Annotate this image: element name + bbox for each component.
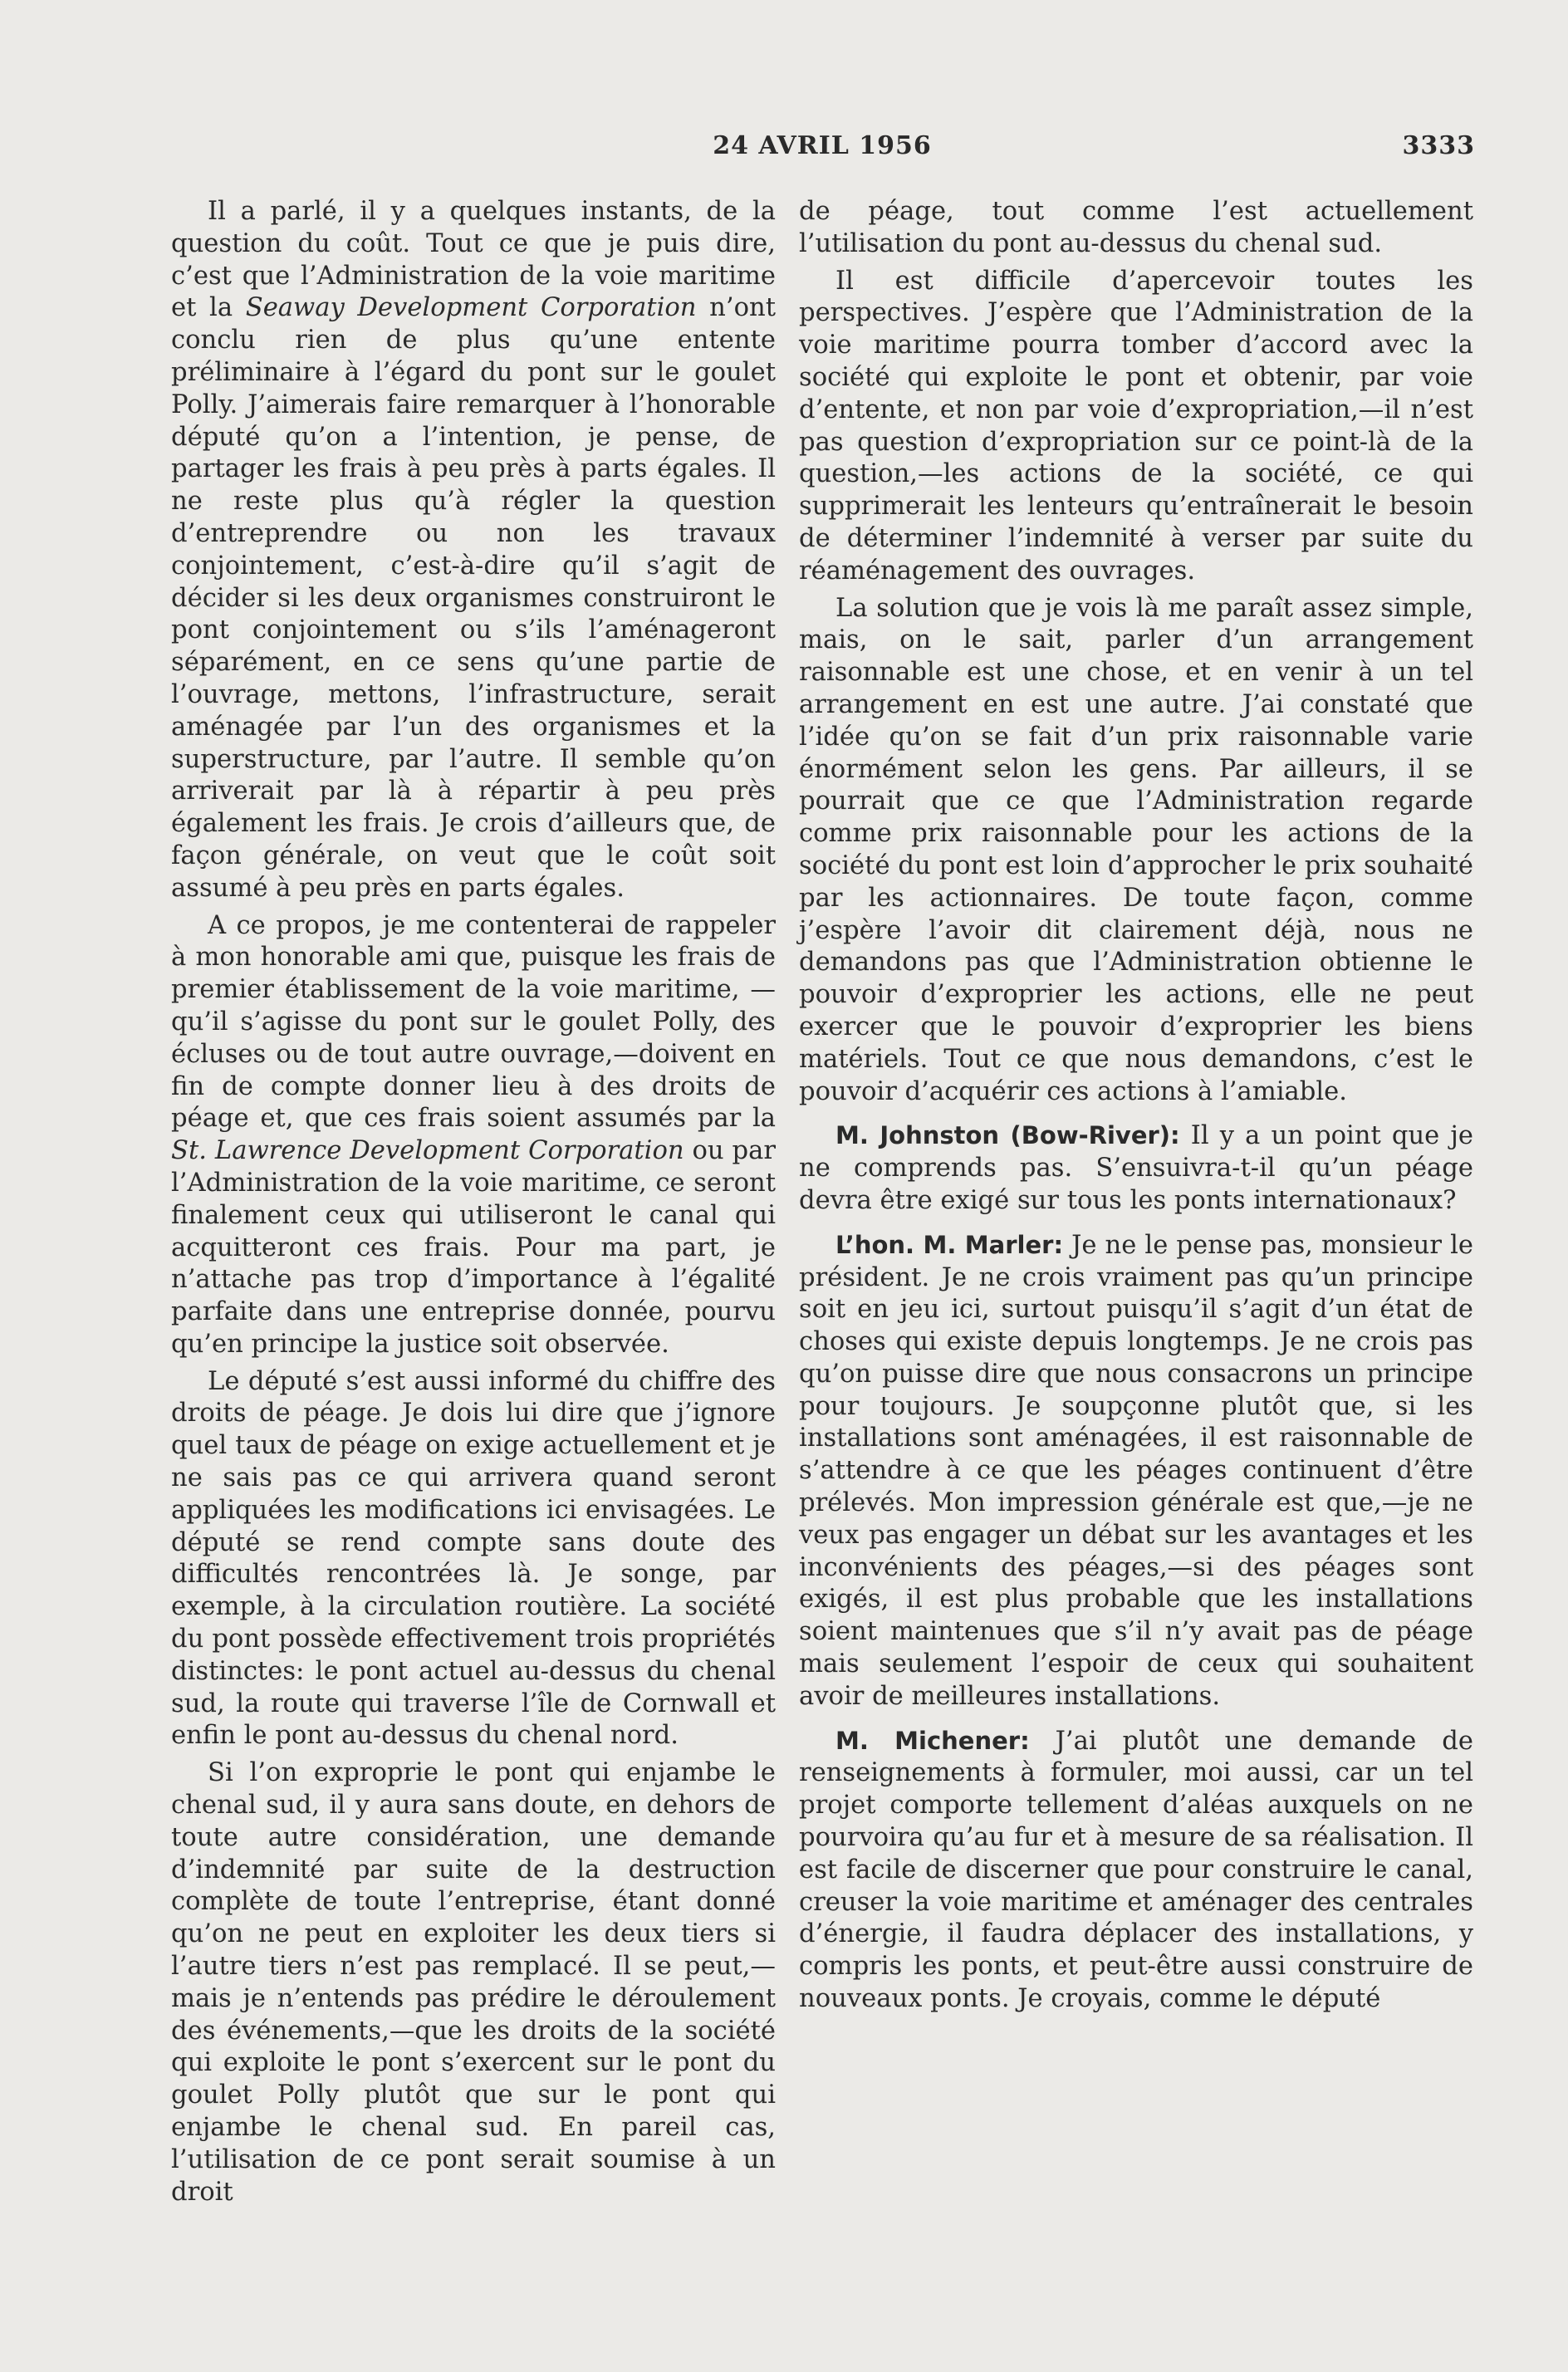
page-number: 3333: [1402, 131, 1475, 160]
italic-org-name: St. Lawrence Development Corporation: [171, 1136, 684, 1166]
paragraph-text: n’ont conclu rien de plus qu’une entente préliminaire à l’égard du pont sur le goulet Polly. J’aimerais faire remarquer à l’honorable député qu’on a l’intention, je pense, de partager les frais à peu près à parts égales. Il ne reste plus qu’à régler la question d’entreprendre ou non les travaux conjointement, c’est-à-dire qu’il s’agit de décider si les deux organismes construiront le pont conjointement ou s’ils l’aménageront séparément, en ce sens qu’une partie de l’ouvrage, mettons, l’infrastructure, serait aménagée par l’un des organismes et la superstructure, par l’autre. Il semble qu’on arriverait par là à répartir à peu près également les frais. Je crois d’ailleurs que, de façon générale, on veut que le coût soit assumé à peu près en parts égales.: [171, 293, 776, 903]
paragraph: [171, 196, 776, 905]
speech-paragraph: [799, 1120, 1473, 1217]
speech-text: J’ai plutôt une demande de renseignements à formuler, moi aussi, car un tel projet comporte tellement d’aléas auxquels on ne pourvoira qu’au fur et à mesure de sa réalisation. Il est facile de discerner que pour construire le canal, creuser la voie maritime et aménager des centrales d’énergie, il faudra déplacer des installations, y compris les ponts, et peut-être aussi construire de nouveaux ponts. Je croyais, comme le député: [799, 1726, 1473, 2014]
paragraph: [171, 910, 776, 1361]
paragraph: Il est difficile d’apercevoir toutes les perspectives. J’espère que l’Administration de la voie maritime pourra tomber d’accord avec la société qui exploite le pont et obtenir, par voie d’entente, et non par voie d’expropriation,—il n’est pas question d’expropriation sur ce point-là de la question,—les actions de la société, ce qui supprimerait les lenteurs qu’entraînerait le besoin de déterminer l’indemnité à verser par suite du réaménagement des ouvrages.: [799, 266, 1473, 586]
paragraph-text: A ce propos, je me contenterai de rappeler à mon honorable ami que, puisque les frais de premier établissement de la voie maritime, —qu’il s’agisse du pont sur le goulet Polly, des écluses ou de tout autre ouvrage,—doivent en fin de compte donner lieu à des droits de péage et, que ces frais soient assumés par la: [171, 910, 776, 1134]
paragraph-text: Il a parlé, il y a quelques instants, de la question du coût. Tout ce que je puis dire, c’est que l’Administration de la voie maritime et la: [171, 197, 776, 323]
speaker-name: L’hon. M. Marler:: [835, 1230, 1064, 1259]
speaker-name: M. Michener:: [835, 1726, 1030, 1755]
paragraph: Si l’on exproprie le pont qui enjambe le chenal sud, il y aura sans doute, en dehors de toute autre considération, une demande d’indemnité par suite de la destruction complète de toute l’entreprise, étant donné qu’on ne peut en exploiter les deux tiers si l’autre tiers n’est pas remplacé. Il se peut,—mais je n’entends pas prédire le déroulement des événements,—que les droits de la société qui exploite le pont s’exercent sur le pont du goulet Polly plutôt que sur le pont qui enjambe le chenal sud. En pareil cas, l’utilisation de ce pont serait soumise à un droit: [171, 1758, 776, 2207]
paragraph: La solution que je vois là me paraît assez simple, mais, on le sait, parler d’un arrangement raisonnable est une chose, et en venir à un tel arrangement en est une autre. J’ai constaté que l’idée qu’on se fait d’un prix raisonnable varie énormément selon les gens. Par ailleurs, il se pourrait que ce que l’Administration regarde comme prix raisonnable pour les actions de la société du pont est loin d’approcher le prix souhaité par les actionnaires. De toute façon, comme j’espère l’avoir dit clairement déjà, nous ne demandons pas que l’Administration obtienne le pouvoir d’exproprier les actions, elle ne peut exercer que le pouvoir d’exproprier les biens matériels. Tout ce que nous demandons, c’est le pouvoir d’acquérir ces actions à l’amiable.: [799, 593, 1473, 1106]
paragraph: Le député s’est aussi informé du chiffre des droits de péage. Je dois lui dire que j’ignore quel taux de péage on exige actuellement et je ne sais pas ce qui arrivera quand seront appliquées les modifications ici envisagées. Le député se rend compte sans doute des difficultés rencontrées là. Je songe, par exemple, à la circulation routière. La société du pont possède effectivement trois propriétés distinctes: le pont actuel au-dessus du chenal sud, la route qui traverse l’île de Cornwall et enfin le pont au-dessus du chenal nord.: [171, 1366, 776, 1751]
header-date: 24 AVRIL 1956: [713, 131, 932, 160]
right-column: [799, 196, 1473, 2021]
paragraph: de péage, tout comme l’est actuellement l’utilisation du pont au-dessus du chenal sud.: [799, 197, 1473, 258]
speech-text: Il y a un point que je ne comprends pas. S’ensuivra-t-il qu’un péage devra être exigé sur tous les ponts internationaux?: [799, 1121, 1473, 1215]
speech-paragraph: [799, 1229, 1473, 1713]
speaker-name: M. Johnston (Bow-River):: [835, 1121, 1180, 1150]
speech-paragraph: [799, 1725, 1473, 2016]
speech-text: Je ne le pense pas, monsieur le président. Je ne crois vraiment pas qu’un principe soit en jeu ici, surtout puisqu’il s’agit d’un état de choses qui existe depuis longtemps. Je ne crois pas qu’on puisse dire que nous consacrons un principe pour toujours. Je soupçonne plutôt que, si les installations sont aménagées, il est raisonnable de s’attendre à ce que les péages continuent d’être prélevés. Mon impression générale est que,—je ne veux pas engager un débat sur les avantages et les inconvénients des péages,—si des péages sont exigés, il est plus probable que les installations soient maintenues que s’il n’y avait pas de péage mais seulement l’espoir de ceux qui souhaitent avoir de meilleures installations.: [799, 1230, 1473, 1711]
page-header: [169, 131, 1475, 171]
paragraph-text: ou par l’Administration de la voie maritime, ce seront finalement ceux qui utiliseront le canal qui acquitteront ces frais. Pour ma part, je n’attache pas trop d’importance à l’égalité parfaite dans une entreprise donnée, pourvu qu’en principe la justice soit observée.: [171, 1136, 776, 1359]
italic-org-name: Seaway Development Corporation: [245, 293, 697, 323]
left-column: [171, 196, 776, 2213]
